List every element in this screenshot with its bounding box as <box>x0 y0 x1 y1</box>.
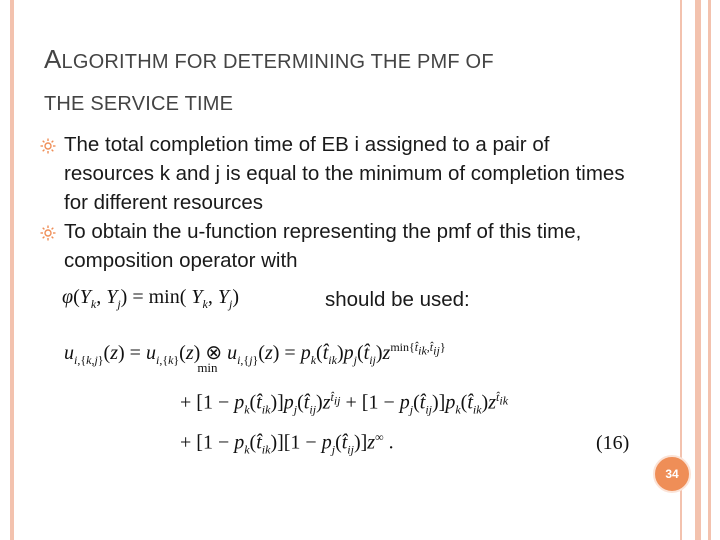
equation-line-1: $u_{i,\{k,j\}}(z) = u_{i,\{k\}}(z)$ ⊗ min $u_{i,\{j\}}(z)$ = $p_k(t̂_{ik})p_j(t̂_{ij})z^{min\{t̂_{ik},t̂_{ij}\}}$ <box>64 340 446 375</box>
title-line1: LGORITHM FOR DETERMINING THE PMF OF <box>61 51 494 73</box>
sun-bullet-icon <box>40 138 56 154</box>
bullet-list <box>40 130 640 275</box>
equation-number: (16) <box>596 432 630 454</box>
bullet-text: The total completion time of EB i assigned to a pair of resources k and j is equal to the minimum of completion times for different resources <box>64 133 625 214</box>
decorative-line-right-3 <box>708 0 711 540</box>
continuation-text: should be used: <box>325 288 470 311</box>
bullet-item <box>40 217 640 275</box>
decorative-line-right-2 <box>695 0 701 540</box>
phi-formula: $\varphi(Y_k$, $Y_j) = \min$( $Y_k$, $Y_j$) <box>62 286 239 311</box>
title-first-letter: A <box>44 44 62 74</box>
equation-line-2: + $[1 - p_k(t̂_{ik})]p_j(t̂_{ij})z^{t̂_{ij}} + [1$ − $p_j(t̂_{ij})]p_k(t̂_{ik})z^{t̂_{ik}}$ <box>180 390 509 417</box>
title-line2: THE SERVICE TIME <box>44 93 234 115</box>
page-number-badge: 34 <box>653 455 691 493</box>
decorative-line-left <box>10 0 14 540</box>
bullet-item <box>40 130 640 217</box>
bullet-text: To obtain the u-function representing the pmf of this time, composition operator with <box>64 220 582 272</box>
equation-line-3: + $[1 - p_k(t̂_{ik})][1$ − $p_j(t̂_{ij})]z^\infty$ . <box>180 430 394 457</box>
slide-title <box>44 38 644 125</box>
sun-bullet-icon <box>40 225 56 241</box>
